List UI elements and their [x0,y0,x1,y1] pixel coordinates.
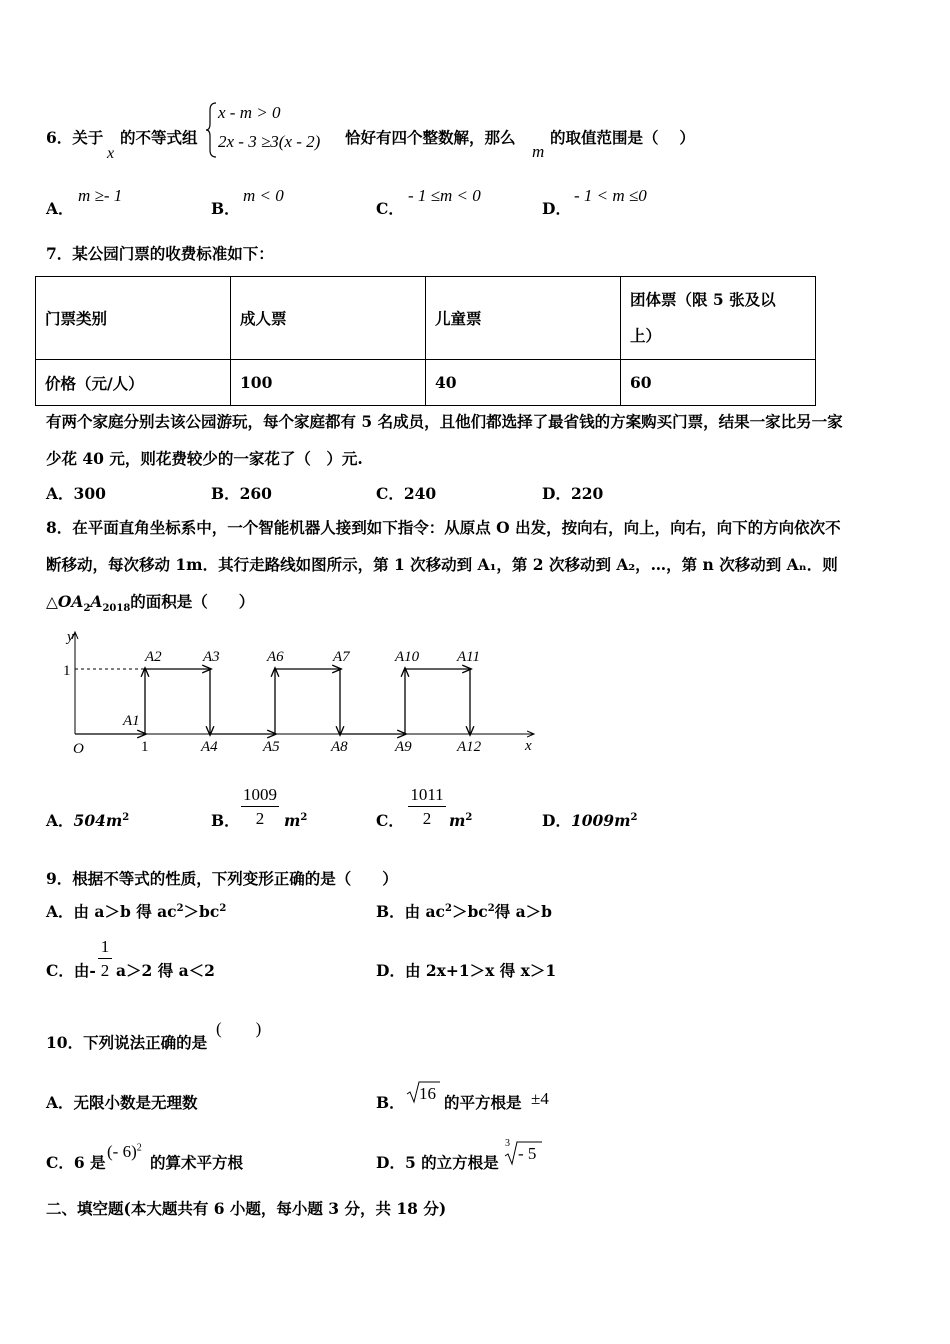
q7-header-child: 儿童票 [426,277,621,360]
fig-A1: A1 [123,713,140,729]
q10-stem: 10．下列说法正确的是 [46,1033,208,1052]
fig-A5: A5 [263,739,280,755]
q10-option-d-index: 3 [505,1138,510,1149]
fig-origin: O [73,741,84,757]
q9-option-c-fraction: 1 2 [98,938,112,979]
fig-x-label: x [525,738,532,754]
q7-header-adult: 成人票 [231,277,426,360]
q10-option-b-radicand: 16 [419,1084,436,1103]
q10-option-d-pre: D．5 的立方根是 [376,1153,499,1172]
q6-sys-line1: x - m > 0 [218,103,281,122]
q8-figure [55,625,545,760]
q7-option-c: C．240 [376,484,437,503]
fig-one-x: 1 [141,739,149,755]
q9-option-a: A．由 a＞b 得 $ac^2>bc^2$ [46,902,227,922]
q7-option-d: D．220 [542,484,604,503]
q6-option-b-expr: m < 0 [243,186,284,205]
fig-A11: A11 [457,649,481,665]
q8-option-b-label: B． [211,811,240,830]
fig-A9: A9 [395,739,412,755]
fig-one-y: 1 [63,663,71,679]
q6-prefix: 6．关于 [46,128,104,147]
q6-suffix: 恰好有四个整数解，那么 [345,128,516,147]
q10-option-b-pre: B． [376,1093,405,1112]
q7-option-a: A．300 [46,484,106,503]
q8-option-b-unit: $m^2$ [284,811,308,831]
q6-option-d-expr: - 1 < m ≤0 [574,186,647,205]
q7-row-child-price: 40 [426,360,621,406]
q6-option-c-expr: - 1 ≤m < 0 [408,186,481,205]
q10-option-c-expr: (- 6)$^2$ [107,1142,142,1161]
q9-option-c-pre: C．由- [46,961,96,980]
q8-line1: 8．在平面直角坐标系中，一个智能机器人接到如下指令：从原点 O 出发，按向右，向上，向右，向下的方向依次不 [46,518,841,537]
fig-A2: A2 [145,649,162,665]
fig-A7: A7 [333,649,350,665]
q9-stem: 9．根据不等式的性质，下列变形正确的是（ ） [46,869,398,888]
q10-option-b-value: ±4 [531,1089,549,1108]
q7-row-adult-price: 100 [231,360,426,406]
q10-option-d-radicand: - 5 [518,1144,537,1163]
q8-option-c-unit: $m^2$ [449,811,473,831]
fig-y-label: y [67,629,74,645]
q6-tail: 的取值范围是（ ） [550,128,695,147]
q10-option-c-pre: C．6 是 [46,1153,106,1172]
q6-option-b-label: B． [211,199,240,218]
q6-brace [206,100,218,160]
q8-option-c-fraction: 1011 2 [408,786,446,827]
q8-option-a: A．$504m^2$ [46,811,130,831]
fig-A12: A12 [457,739,482,755]
q6-sys-line2: 2x - 3 ≥3(x - 2) [218,132,321,151]
q10-option-c-tail: 的算术平方根 [150,1153,244,1172]
q6-var-x: x [107,145,115,162]
fig-A8: A8 [331,739,348,755]
q9-option-d: D．由 2x+1＞x 得 x＞1 [376,961,557,980]
q9-option-b: B．由 $ac^2>bc^2$得 a＞b [376,902,552,922]
section2-title: 二、填空题(本大题共有 6 小题，每小题 3 分，共 18 分) [46,1199,447,1218]
q7-header-group-line1: 团体票（限 5 张及以 [630,290,776,309]
q7-row-group-price: 60 [621,360,816,406]
q7-option-b: B．260 [211,484,272,503]
q6-option-d-label: D． [542,199,571,218]
fig-A3: A3 [203,649,220,665]
q8-option-d: D．$1009m^2$ [542,811,638,831]
q10-option-a: A．无限小数是无理数 [46,1093,198,1112]
q8-line3: $\triangle OA_2A_{2018}$的面积是（ ） [46,592,255,615]
q9-option-c-tail: a＞2 得 a＜2 [116,961,215,980]
q7-header-group-line2: 上） [630,326,662,345]
q6-mid: 的不等式组 [120,128,198,147]
q7-text-line1: 有两个家庭分别去该公园游玩，每个家庭都有 5 名成员，且他们都选择了最省钱的方案购买门票，结果一家比另一家 [46,412,843,431]
q6-option-a-label: A． [46,199,74,218]
q6-option-c-label: C． [376,199,404,218]
q10-option-b-mid: 的平方根是 [444,1093,522,1112]
q6-var-m: m [532,142,545,161]
q8-line2: 断移动，每次移动 1m．其行走路线如图所示，第 1 次移动到 A₁，第 2 次移动到 A₂，…，第 n 次移动到 Aₙ．则 [46,555,838,574]
q7-price-table [35,276,816,406]
q10-paren: ( ) [216,1019,262,1038]
q8-option-b-fraction: 1009 2 [243,785,277,828]
fig-A10: A10 [395,649,420,665]
q7-header-type: 门票类别 [36,277,231,360]
q8-option-c-label: C． [376,811,404,830]
q7-row-label: 价格（元/人） [36,360,231,406]
q7-header-group [621,277,816,360]
fig-A4: A4 [201,739,218,755]
q7-text-line2: 少花 40 元，则花费较少的一家花了（ ）元. [46,449,363,468]
fig-A6: A6 [267,649,284,665]
q6-option-a-expr: m ≥- 1 [78,186,123,205]
q7-stem: 7．某公园门票的收费标准如下： [46,244,274,263]
